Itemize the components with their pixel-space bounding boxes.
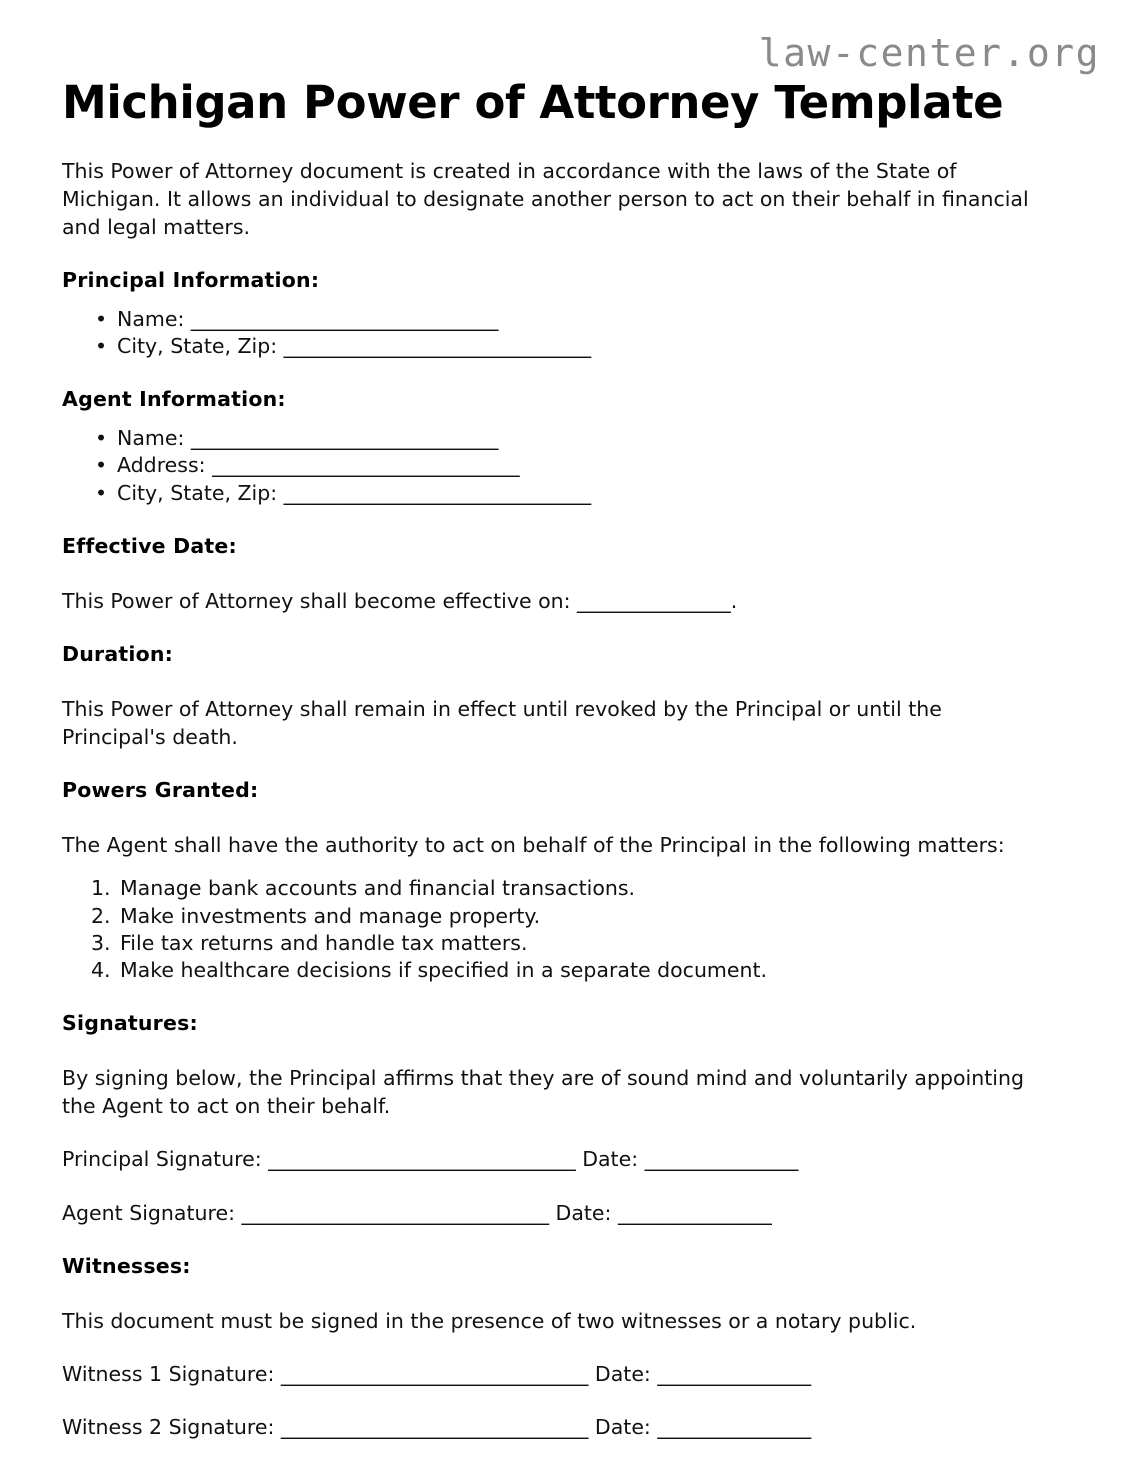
document-content	[62, 0, 1072, 1442]
powers-granted-list	[62, 859, 1072, 984]
heading-powers-granted: Powers Granted:	[62, 778, 259, 803]
list-item: File tax returns and handle tax matters.	[120, 930, 528, 955]
heading-duration: Duration:	[62, 642, 174, 667]
heading-signatures: Signatures:	[62, 1011, 198, 1036]
heading-agent-information: Agent Information:	[62, 387, 286, 412]
duration-text: This Power of Attorney shall remain in effect until revoked by the Principal or until the Principal's death.	[62, 697, 942, 750]
list-item: • City, State, Zip: ______________________________	[62, 333, 1072, 360]
intro-paragraph: This Power of Attorney document is created in accordance with the laws of the State of Michigan. It allows an individual to designate another person to act on their behalf in financial and legal matters.	[62, 158, 1029, 239]
effective-date-text: This Power of Attorney shall become effective on: _______________.	[62, 588, 738, 613]
list-item: • Name: ______________________________	[62, 425, 1072, 452]
witness-2-signature-line: Witness 2 Signature: ______________________________ Date: _______________	[62, 1415, 812, 1440]
list-item: Manage bank accounts and financial transactions.	[120, 876, 636, 901]
agent-signature-line: Agent Signature: ______________________________ Date: _______________	[62, 1200, 772, 1225]
powers-granted-intro: The Agent shall have the authority to act on behalf of the Principal in the following matters:	[62, 833, 1005, 858]
list-item: Make healthcare decisions if specified in a separate document.	[120, 958, 768, 983]
site-watermark: law-center.org	[758, 31, 1100, 75]
heading-effective-date: Effective Date:	[62, 533, 237, 558]
witness-1-signature-line: Witness 1 Signature: ______________________________ Date: _______________	[62, 1362, 812, 1387]
list-item: • Address: ______________________________	[62, 452, 1072, 479]
heading-principal-information: Principal Information:	[62, 267, 320, 292]
witnesses-text: This document must be signed in the presence of two witnesses or a notary public.	[62, 1308, 917, 1333]
list-item: • City, State, Zip: ______________________________	[62, 480, 1072, 507]
principal-information-list	[62, 292, 1072, 361]
list-item: • Name: ______________________________	[62, 306, 1072, 333]
agent-information-list	[62, 411, 1072, 507]
page-title: Michigan Power of Attorney Template	[62, 76, 1004, 129]
list-item: Make investments and manage property.	[120, 903, 541, 928]
heading-witnesses: Witnesses:	[62, 1253, 191, 1278]
principal-signature-line: Principal Signature: ______________________________ Date: _______________	[62, 1147, 799, 1172]
signatures-text: By signing below, the Principal affirms that they are of sound mind and voluntarily appointing the Agent to act on their behalf.	[62, 1066, 1024, 1119]
